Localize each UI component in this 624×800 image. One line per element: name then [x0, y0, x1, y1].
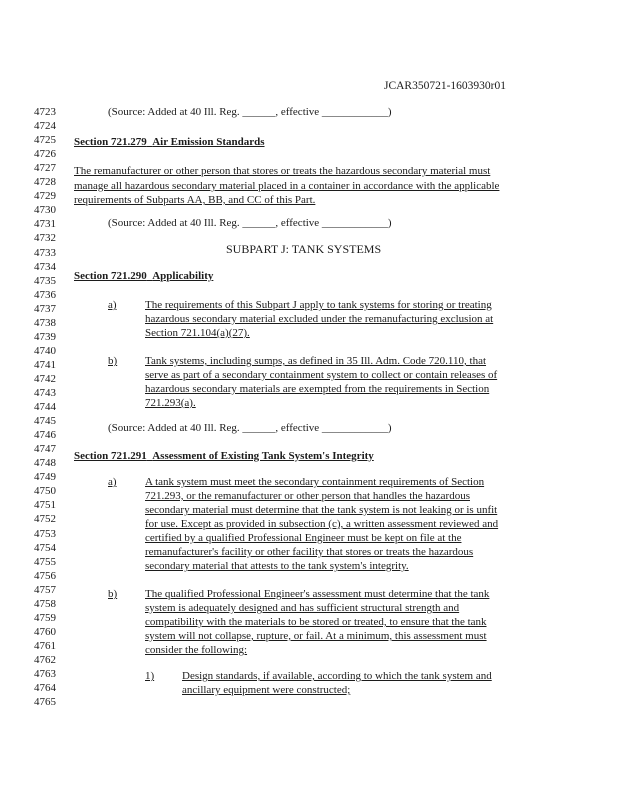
line-number: 4762	[34, 653, 56, 666]
paragraph-line: Design standards, if available, according to which the tank system and	[182, 670, 492, 682]
paragraph-line: hazardous secondary materials are exempted from the requirements in Section	[145, 383, 490, 395]
line-number: 4751	[34, 499, 56, 512]
paragraph-line: system is adequately designed and has sufficient structural strength and	[145, 602, 460, 614]
line-number: 4759	[34, 611, 56, 624]
section-number: Section 721.279	[74, 136, 147, 148]
line-number: 4731	[34, 218, 56, 231]
section-number: Section 721.290	[74, 270, 147, 282]
subsection-label: a)	[108, 299, 117, 311]
line-number: 4755	[34, 555, 56, 568]
subsection-label: 1)	[145, 670, 155, 682]
subpart-heading: SUBPART J: TANK SYSTEMS	[226, 242, 382, 256]
line-number: 4761	[34, 639, 56, 652]
line-number: 4753	[34, 527, 56, 540]
document-id: JCAR350721-1603930r01	[383, 80, 506, 92]
line-number: 4746	[34, 429, 56, 442]
line-number: 4758	[34, 597, 56, 610]
paragraph-line: compatibility with the materials to be stored or treated, to ensure that the tank	[145, 616, 487, 628]
line-number: 4754	[34, 541, 56, 554]
section-title: Applicability	[152, 270, 214, 282]
line-number: 4729	[34, 190, 56, 203]
source-note-3: (Source: Added at 40 Ill. Reg. ______, effective ____________)	[108, 422, 392, 434]
line-number: 4733	[34, 246, 56, 259]
line-number: 4756	[34, 569, 56, 582]
subsection-label: b)	[108, 355, 118, 367]
line-number: 4728	[34, 176, 56, 189]
paragraph-line: requirements of Subparts AA, BB, and CC of this Part.	[74, 194, 316, 206]
paragraph-line: manage all hazardous secondary material placed in a container in accordance with the applicable	[74, 180, 500, 192]
line-number: 4743	[34, 387, 56, 399]
paragraph-line: 721.293(a).	[145, 397, 196, 409]
subsection-label: a)	[108, 476, 117, 488]
section-title: Air Emission Standards	[152, 136, 265, 148]
line-number: 4730	[34, 204, 56, 217]
paragraph-line: system will not collapse, rupture, or fail. At a minimum, this assessment must	[145, 630, 487, 642]
paragraph-line: secondary material must determine that the tank system is not leaking or is unfit	[145, 504, 498, 516]
paragraph-line: Section 721.104(a)(27).	[145, 327, 250, 339]
paragraph-line: The remanufacturer or other person that stores or treats the hazardous secondary material must	[74, 165, 491, 177]
line-number: 4737	[34, 302, 56, 315]
source-note-1: (Source: Added at 40 Ill. Reg. ______, effective ____________)	[108, 106, 392, 118]
section-721-279-heading	[74, 136, 265, 149]
line-number: 4747	[34, 443, 56, 456]
paragraph-line: The requirements of this Subpart J apply to tank systems for storing or treating	[145, 299, 492, 311]
line-number: 4752	[34, 513, 56, 526]
paragraph-line: for use. Except as provided in subsection (c), a written assessment reviewed and	[145, 518, 499, 530]
source-note-2: (Source: Added at 40 Ill. Reg. ______, effective ____________)	[108, 217, 392, 229]
section-721-290-heading	[74, 270, 213, 283]
line-number: 4723	[34, 106, 56, 118]
line-number: 4736	[34, 288, 56, 301]
line-number: 4765	[34, 696, 56, 709]
line-number: 4739	[34, 330, 56, 343]
subsection-label: b)	[108, 588, 118, 600]
line-number: 4726	[34, 148, 56, 161]
line-number: 4748	[34, 457, 56, 470]
section-number: Section 721.291	[74, 450, 147, 462]
line-number: 4744	[34, 401, 56, 414]
line-number: 4742	[34, 372, 56, 385]
paragraph-line: ancillary equipment were constructed;	[182, 684, 351, 696]
line-number: 4757	[34, 583, 56, 596]
line-number: 4750	[34, 485, 56, 498]
section-721-291-heading	[74, 450, 374, 463]
line-number: 4764	[34, 682, 56, 695]
line-number: 4738	[34, 316, 56, 329]
paragraph-line: certified by a qualified Professional Engineer must be kept on file at the	[145, 532, 462, 544]
line-number: 4740	[34, 344, 56, 357]
line-number: 4734	[34, 260, 56, 273]
paragraph-line: consider the following:	[145, 644, 248, 656]
paragraph-line: serve as part of a secondary containment system to collect or contain releases of	[145, 369, 498, 381]
line-number: 4749	[34, 471, 56, 484]
line-number: 4727	[34, 162, 56, 175]
paragraph-line: Tank systems, including sumps, as defined in 35 Ill. Adm. Code 720.110, that	[145, 355, 487, 367]
line-number: 4724	[34, 120, 56, 133]
line-number: 4735	[34, 274, 56, 287]
paragraph-line: The qualified Professional Engineer's assessment must determine that the tank	[145, 588, 490, 600]
line-number: 4745	[34, 415, 56, 428]
paragraph-line: secondary material that attests to the tank system's integrity.	[145, 560, 409, 572]
line-number: 4741	[34, 358, 56, 371]
line-number: 4732	[34, 232, 56, 245]
line-number: 4760	[34, 625, 56, 638]
paragraph-line: hazardous secondary material excluded under the remanufacturing exclusion at	[145, 313, 494, 325]
paragraph-line: remanufacturer's facility or other facility that stores or treats the hazardous	[145, 546, 474, 558]
paragraph-line: A tank system must meet the secondary containment requirements of Section	[145, 476, 485, 488]
paragraph-line: 721.293, or the remanufacturer or other person that handles the hazardous	[145, 490, 470, 502]
line-number: 4763	[34, 668, 56, 680]
section-title: Assessment of Existing Tank System's Integrity	[152, 450, 374, 462]
line-number: 4725	[34, 134, 56, 147]
